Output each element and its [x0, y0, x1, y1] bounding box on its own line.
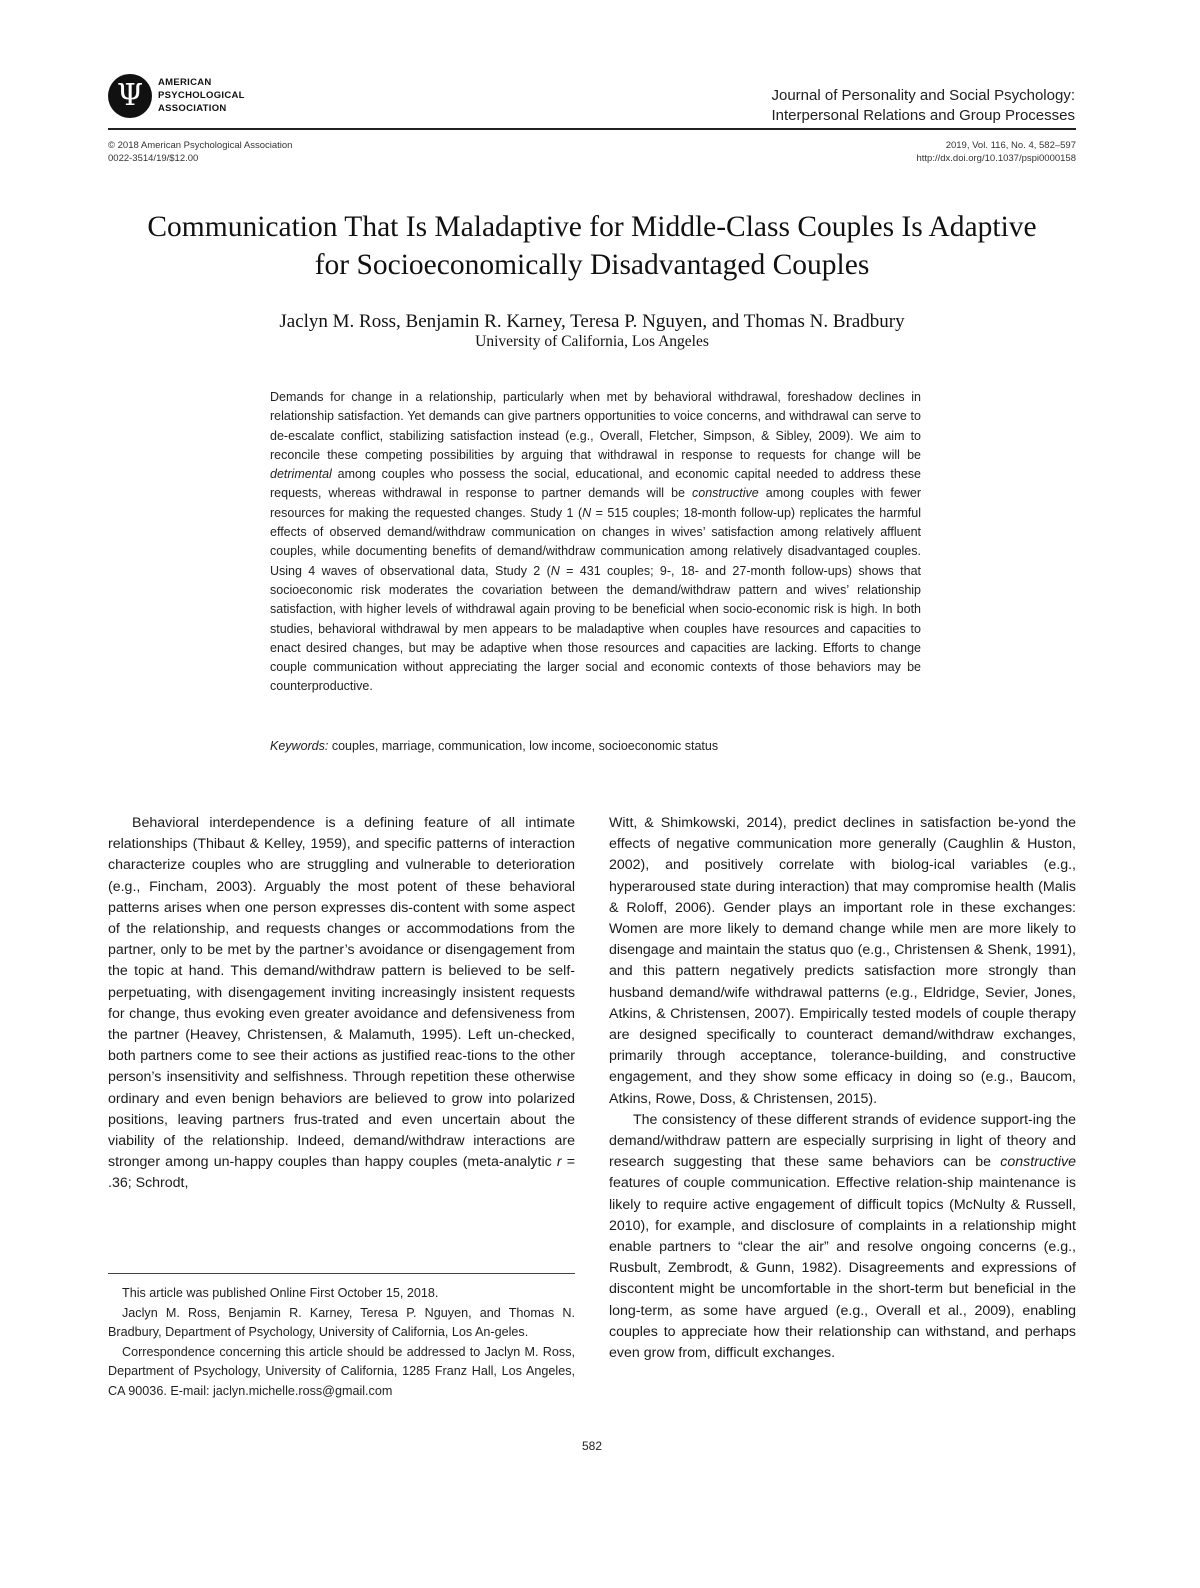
abstract-em-1: detrimental — [270, 467, 332, 482]
journal-name — [771, 86, 1075, 126]
abstract-text-3: among couples with fewer resources for making the requested changes. Study 1 ( — [270, 486, 921, 520]
footnote-publication: This article was published Online First October 15, 2018. — [122, 1286, 439, 1300]
body-text-end: features of couple communication. Effective relation-ship maintenance is likely to require active engagement of difficult topics (McNulty & Russell, 2010), for example, and disclosure of complaints in a relationship might enable partners to “clear the air” and resolve ongoing concerns (e.g., Rusbult, Zembrodt, & Gunn, 1982). Disagreements and expressions of discontent might be uncomfortable in the short-term but beneficial in the long-term, as some have argued (e.g., Overall et al., 2009), enabling couples to appreciate how their relationship can withstand, and perhaps even grow from, difficult exchanges. — [609, 1175, 1076, 1362]
stat-r: r — [556, 1154, 562, 1171]
article-title — [100, 208, 1084, 284]
psi-logo-icon: Ψ — [108, 74, 152, 118]
body-paragraph — [609, 1110, 1076, 1364]
abstract-em-2: constructive — [692, 486, 759, 501]
body-text-end: = .36; Schrodt, — [108, 1154, 575, 1192]
body-emphasis: constructive — [1000, 1154, 1076, 1171]
abstract-text-4: = 515 couples; 18-month follow-up) replicates the harmful effects of observed demand/withdraw communication on changes in wives’ satisfaction among relatively affluent couples, while documenting benefits of demand/withdraw communication among relatively disadvantaged couples. Using 4 waves of observational data, Study 2 ( — [270, 505, 921, 578]
body-paragraph — [108, 813, 575, 1195]
copyright-block — [108, 139, 292, 165]
footnote-authors: Jaclyn M. Ross, Benjamin R. Karney, Teresa P. Nguyen, and Thomas N. Bradbury, Department of Psychology, University of California, Los An-geles. — [108, 1305, 575, 1339]
title-line-2: for Socioeconomically Disadvantaged Couples — [314, 249, 870, 281]
issn-text: 0022-3514/19/$12.00 — [108, 153, 199, 164]
doi-link[interactable]: http://dx.doi.org/10.1037/pspi0000158 — [916, 153, 1076, 164]
footnote-correspondence: Correspondence concerning this article should be addressed to Jaclyn M. Ross, Department of Psychology, University of California, 1285 Franz Hall, Los Angeles, CA 90036. E-mail: jaclyn.michelle.ross@gmail.com — [108, 1344, 575, 1398]
footnote-rule — [108, 1273, 575, 1274]
apa-logo — [108, 74, 268, 126]
keywords-label: Keywords: — [270, 739, 329, 753]
copyright-text: © 2018 American Psychological Association — [108, 140, 293, 151]
citation-block — [916, 139, 1076, 165]
abstract-em-3: N — [582, 505, 592, 520]
journal-line-2: Interpersonal Relations and Group Processes — [771, 107, 1075, 124]
publisher-line-1: AMERICAN — [158, 77, 212, 88]
title-line-1: Communication That Is Maladaptive for Middle-Class Couples Is Adaptive — [147, 211, 1037, 243]
abstract-text-5: = 431 couples; 9-, 18- and 27-month follow-ups) shows that socioeconomic risk moderates the covariation between the demand/withdraw pattern and wives’ relationship satisfaction, with higher levels of withdrawal again proving to be beneficial when socio-economic risk is high. In both studies, behavioral withdrawal by men appears to be maladaptive when couples have resources and capacities to enact desired changes, but may be adaptive when those resources and capacities are lacking. Efforts to change couple communication without appreciating the larger social and economic contexts of those behaviors may be counterproductive. — [270, 563, 921, 694]
abstract — [270, 388, 921, 697]
footnotes — [108, 1284, 575, 1401]
abstract-text-1: Demands for change in a relationship, particularly when met by behavioral withdrawal, foreshadow declines in relationship satisfaction. Yet demands can give partners opportunities to voice concerns, and withdrawal can serve to de-escalate conflict, stabilizing satisfaction instead (e.g., Overall, Fletcher, Simpson, & Sibley, 2009). We aim to reconcile these competing possibilities by arguing that withdrawal in response to requests for change will be — [270, 390, 921, 462]
publisher-line-3: ASSOCIATION — [158, 103, 227, 114]
author-list: Jaclyn M. Ross, Benjamin R. Karney, Teresa P. Nguyen, and Thomas N. Bradbury — [279, 311, 905, 332]
body-column-left — [108, 813, 575, 1195]
volume-info: 2019, Vol. 116, No. 4, 582–597 — [945, 140, 1076, 151]
body-paragraph-continued: Witt, & Shimkowski, 2014), predict declines in satisfaction be-yond the effects of negative communication more generally (Caughlin & Huston, 2002), and positively correlate with biolog-ical variables (e.g., hyperaroused state during interaction) that may compromise health (Malis & Roloff, 2006). Gender plays an important role in these exchanges: Women are more likely to demand change while men are more likely to disengage and maintain the status quo (e.g., Christensen & Shenk, 1991), and this pattern negatively predicts satisfaction more strongly than husband demand/wife withdrawal patterns (e.g., Eldridge, Sevier, Jones, Atkins, & Christensen, 2007). Empirically tested models of couple therapy are designed specifically to counteract demand/withdraw exchanges, primarily through acceptance, tolerance-building, and constructive engagement, and they show some efficacy in doing so (e.g., Baucom, Atkins, Rowe, Doss, & Christensen, 2015). — [609, 815, 1076, 1107]
abstract-em-4: N — [550, 563, 560, 578]
keywords — [270, 737, 921, 755]
abstract-text-2: among couples who possess the social, educational, and economic capital needed to address these requests, whereas withdrawal in response to partner demands will be — [270, 467, 921, 501]
publisher-line-2: PSYCHOLOGICAL — [158, 90, 245, 101]
body-text: The consistency of these different strands of evidence support-ing the demand/withdraw pattern are especially surprising in light of theory and research suggesting that these same behaviors can be — [609, 1111, 1076, 1171]
publisher-name — [158, 76, 245, 115]
affiliation: University of California, Los Angeles — [475, 333, 709, 350]
keywords-text: couples, marriage, communication, low income, socioeconomic status — [328, 739, 719, 753]
header-rule — [108, 128, 1076, 130]
page-number: 582 — [581, 1439, 603, 1453]
body-text: Behavioral interdependence is a defining feature of all intimate relationships (Thibaut & Kelley, 1959), and specific patterns of interaction characterize couples who are struggling and vulnerable to deterioration (e.g., Fincham, 2003). Arguably the most potent of these behavioral patterns arises when one person expresses dis-content with some aspect of the relationship, and requests changes or accommodations from the partner, only to be met by the partner’s avoidance or disengagement from the topic at hand. This demand/withdraw pattern is believed to be self-perpetuating, with disengagement inviting increasingly insistent requests for change, thus evoking even greater avoidance and defensiveness from the partner (Heavey, Christensen, & Malamuth, 1995). Left un-checked, both partners come to see their actions as justified reac-tions to the other person’s insensitivity and selfishness. Through repetition these otherwise ordinary and even benign behaviors are believed to grow into polarized positions, leaving partners frus-trated and even uncertain about the viability of the relationship. Indeed, demand/withdraw interactions are stronger among un-happy couples than happy couples (meta-analytic — [108, 815, 575, 1171]
body-column-right — [609, 813, 1076, 1364]
journal-line-1: Journal of Personality and Social Psychology: — [771, 87, 1075, 104]
